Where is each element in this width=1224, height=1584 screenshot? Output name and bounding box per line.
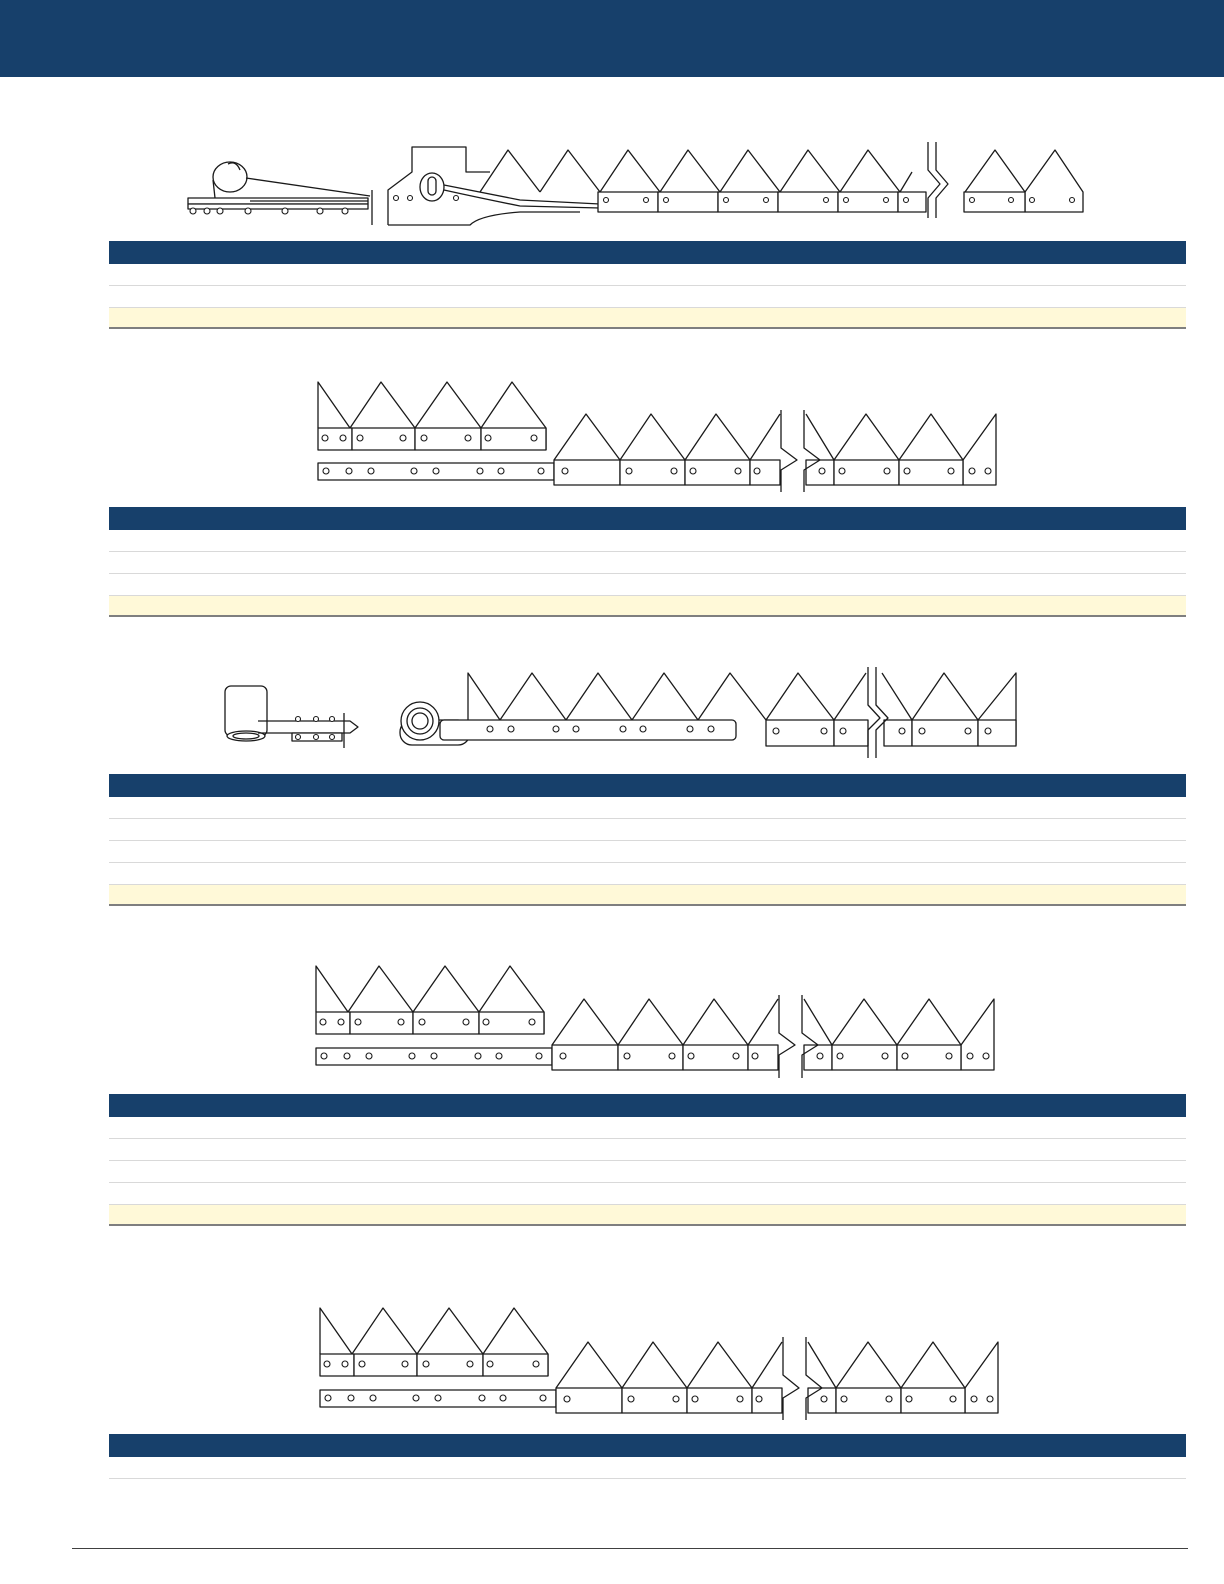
highlight-row [109, 885, 1186, 906]
table-row [109, 1183, 1186, 1205]
spec-table-4 [109, 1094, 1186, 1226]
knife-sections-row [440, 667, 1016, 758]
table-row [109, 574, 1186, 596]
pitman-head-side-view [188, 162, 372, 225]
sickle-assembly-with-bearing-head [0, 660, 1224, 770]
table-header-bar [109, 241, 1186, 264]
table-row [109, 863, 1186, 885]
table-row [109, 1457, 1186, 1479]
top-banner [0, 0, 1224, 77]
table-row [109, 819, 1186, 841]
table-row [109, 552, 1186, 574]
table-row [109, 797, 1186, 819]
table-row [109, 1161, 1186, 1183]
table-row [109, 1117, 1186, 1139]
sickle-section-strip-a [0, 370, 1224, 500]
highlight-row [109, 596, 1186, 617]
table-header-bar [109, 1094, 1186, 1117]
spec-table-2 [109, 507, 1186, 617]
bearing-side-view [225, 686, 358, 748]
table-header-bar [109, 1434, 1186, 1457]
table-row [109, 286, 1186, 308]
sickle-section-strip-c [0, 1300, 1224, 1425]
sickle-assembly-with-head [0, 130, 1224, 230]
sickle-section-strip-b [0, 958, 1224, 1083]
table-row [109, 530, 1186, 552]
table-row [109, 841, 1186, 863]
spec-table-1 [109, 241, 1186, 329]
table-row [109, 1139, 1186, 1161]
table-header-bar [109, 774, 1186, 797]
table-header-bar [109, 507, 1186, 530]
spec-table-3 [109, 774, 1186, 906]
sickle-head-block [388, 147, 600, 225]
highlight-row [109, 1205, 1186, 1226]
footer-rule [72, 1548, 1188, 1549]
highlight-row [109, 308, 1186, 329]
spec-table-5 [109, 1434, 1186, 1479]
knife-sections-row [480, 142, 1083, 218]
table-row [109, 264, 1186, 286]
